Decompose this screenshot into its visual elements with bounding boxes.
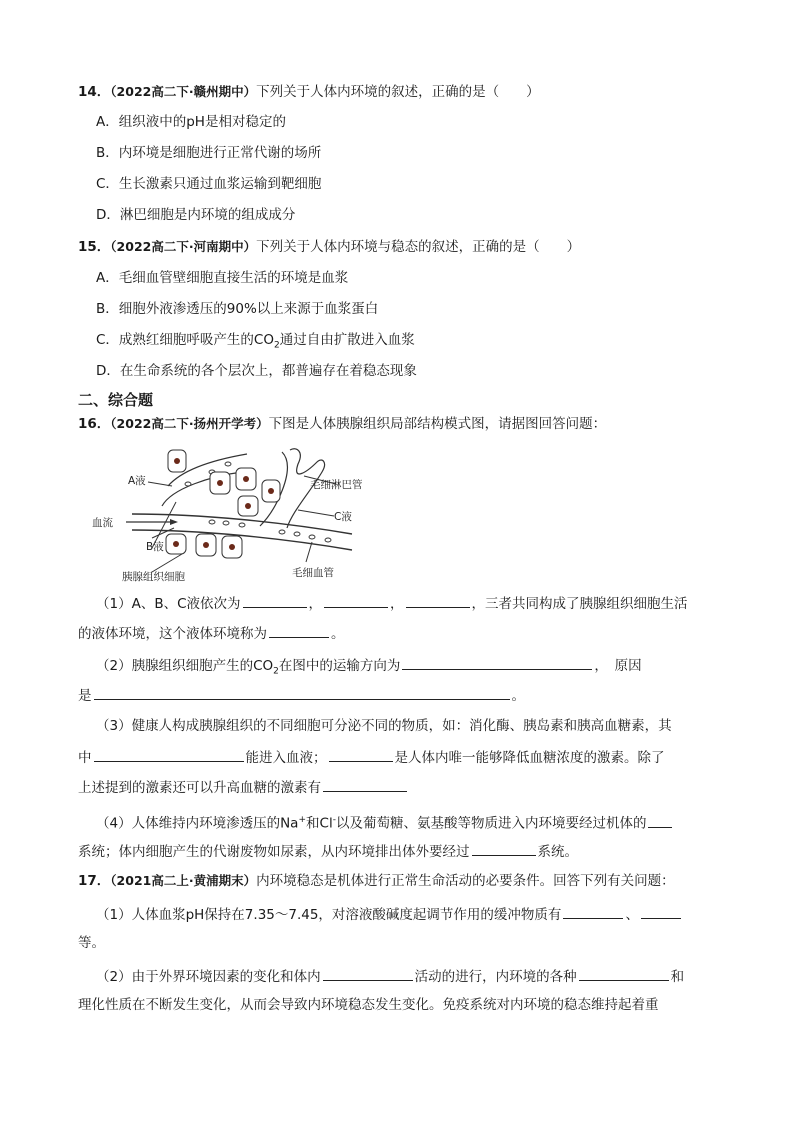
subscript: 2: [273, 666, 279, 677]
question-16-stem: [78, 414, 606, 434]
answer-blank[interactable]: [243, 592, 307, 608]
part-text: 上述提到的激素还可以升高血糖的激素有: [78, 780, 321, 796]
q14-option-b[interactable]: B．内环境是细胞进行正常代谢的场所: [96, 145, 322, 161]
q17-part2-line2: 理化性质在不断发生变化，从而会导致内环境稳态发生变化。免疫系统对内环境的稳态维持起着重: [78, 997, 659, 1013]
part-text: 是人体内唯一能够降低血糖浓度的激素。除了: [394, 750, 665, 766]
part-text: 系统；体内细胞产生的代谢废物如尿素，从内环境排出体外要经过: [78, 844, 470, 860]
pancreas-tissue-diagram: [92, 442, 382, 584]
part-text: ， 原因: [594, 658, 642, 674]
answer-blank[interactable]: [579, 965, 669, 981]
option-text: C．成熟红细胞呼吸产生的CO: [96, 332, 274, 348]
part-text: ，: [390, 596, 404, 612]
question-15-stem: [78, 237, 580, 257]
answer-blank[interactable]: [402, 654, 592, 670]
question-source: （2022高二下·赣州期中）: [110, 84, 257, 99]
part-text: （2）胰腺组织细胞产生的CO: [96, 658, 274, 674]
q14-option-d[interactable]: D．淋巴细胞是内环境的组成成分: [96, 207, 296, 223]
part-text: （1）人体血浆pH保持在7.35～7.45，对溶液酸碱度起调节作用的缓冲物质有: [96, 907, 562, 923]
q17-part2-line1: [96, 965, 684, 987]
q16-part4-line1: [96, 810, 674, 834]
option-text: 通过自由扩散进入血浆: [279, 332, 415, 348]
q15-option-b[interactable]: B．细胞外液渗透压的90%以上来源于血浆蛋白: [96, 301, 379, 317]
q16-part1-line2: [78, 622, 345, 644]
q14-option-c[interactable]: C．生长激素只通过血浆运输到靶细胞: [96, 176, 322, 192]
question-number: 14．: [78, 84, 111, 100]
label-a-fluid: A液: [128, 475, 146, 487]
q15-option-c[interactable]: [96, 330, 415, 356]
q16-part1-line1: [96, 592, 688, 614]
part-text: 能进入血液；: [245, 750, 327, 766]
q16-part2-line2: [78, 684, 525, 706]
q16-part4-line2: [78, 840, 578, 862]
part-text: 是: [78, 688, 92, 704]
part-text: （2）由于外界环境因素的变化和体内: [96, 969, 321, 985]
q16-part3-line1: （3）健康人构成胰腺组织的不同细胞可分泌不同的物质，如：消化酶、胰岛素和胰高血糖素，其: [96, 718, 672, 734]
answer-blank[interactable]: [269, 622, 329, 638]
answer-blank[interactable]: [323, 776, 407, 792]
label-b-fluid: B液: [146, 541, 164, 553]
q17-part1-line2: 等。: [78, 935, 105, 951]
q17-part1-line1: [96, 903, 683, 925]
question-source: （2022高二下·河南期中）: [110, 239, 257, 254]
question-text: 内环境稳态是机体进行正常生命活动的必要条件。回答下列有关问题：: [256, 873, 675, 889]
part-text: 以及葡萄糖、氨基酸等物质进入内环境要经过机体的: [335, 815, 647, 832]
label-lymph-capillary: 毛细淋巴管: [310, 479, 363, 491]
question-number: 16．: [78, 416, 111, 432]
tissue-cells: [166, 450, 280, 558]
answer-blank[interactable]: [324, 592, 388, 608]
question-text: 下列关于人体内环境与稳态的叙述，正确的是（ ）: [256, 239, 581, 255]
part-text: 系统。: [537, 844, 578, 860]
answer-blank[interactable]: [648, 812, 672, 828]
answer-blank[interactable]: [329, 746, 393, 762]
question-text: 下列关于人体内环境的叙述，正确的是（ ）: [256, 84, 540, 100]
label-blood-capillary: 毛细血管: [292, 567, 334, 579]
part-text: 的液体环境，这个液体环境称为: [78, 626, 267, 642]
question-14-stem: [78, 82, 540, 102]
question-source: （2022高二下·扬州开学考）: [110, 416, 269, 431]
superscript: +: [298, 815, 307, 825]
answer-blank[interactable]: [563, 903, 623, 919]
part-text: 活动的进行，内环境的各种: [414, 969, 577, 985]
q16-part3-line2: [78, 746, 665, 768]
answer-blank[interactable]: [641, 903, 681, 919]
part-text: 。: [511, 688, 525, 704]
section-heading: 二、综合题: [78, 391, 154, 409]
question-source: （2021高二上·黄浦期末）: [110, 873, 257, 888]
q14-option-a[interactable]: A．组织液中的pH是相对稳定的: [96, 114, 286, 130]
answer-blank[interactable]: [472, 840, 536, 856]
part-text: 中: [78, 750, 92, 766]
part-text: ，三者共同构成了胰腺组织细胞生活: [471, 596, 688, 612]
answer-blank[interactable]: [94, 684, 510, 700]
part-text: 。: [331, 626, 345, 642]
part-text: 、: [625, 907, 639, 923]
answer-blank[interactable]: [94, 746, 244, 762]
part-text: 和Cl: [306, 815, 333, 832]
question-text: 下图是人体胰腺组织局部结构模式图，请据图回答问题：: [268, 416, 607, 432]
part-text: 和: [670, 969, 685, 985]
question-number: 17．: [78, 873, 111, 889]
part-text: 在图中的运输方向为: [278, 658, 401, 674]
q16-part2-line1: [96, 654, 642, 682]
superscript: -: [332, 815, 336, 825]
question-17-stem: [78, 871, 675, 891]
part-text: （1）A、B、C液依次为: [96, 596, 241, 612]
answer-blank[interactable]: [323, 965, 413, 981]
part-text: ，: [308, 596, 323, 612]
answer-blank[interactable]: [406, 592, 470, 608]
q16-part3-line3: [78, 776, 409, 798]
q15-option-d[interactable]: D．在生命系统的各个层次上，都普遍存在着稳态现象: [96, 363, 417, 379]
label-c-fluid: C液: [334, 511, 352, 523]
q15-option-a[interactable]: A．毛细血管壁细胞直接生活的环境是血浆: [96, 270, 349, 286]
subscript: 2: [273, 340, 280, 351]
part-text: （4）人体维持内环境渗透压的Na: [96, 815, 299, 832]
question-number: 15．: [78, 239, 111, 255]
label-pancreas-cell: 胰腺组织细胞: [122, 571, 185, 583]
label-blood-flow: 血流: [92, 517, 113, 529]
